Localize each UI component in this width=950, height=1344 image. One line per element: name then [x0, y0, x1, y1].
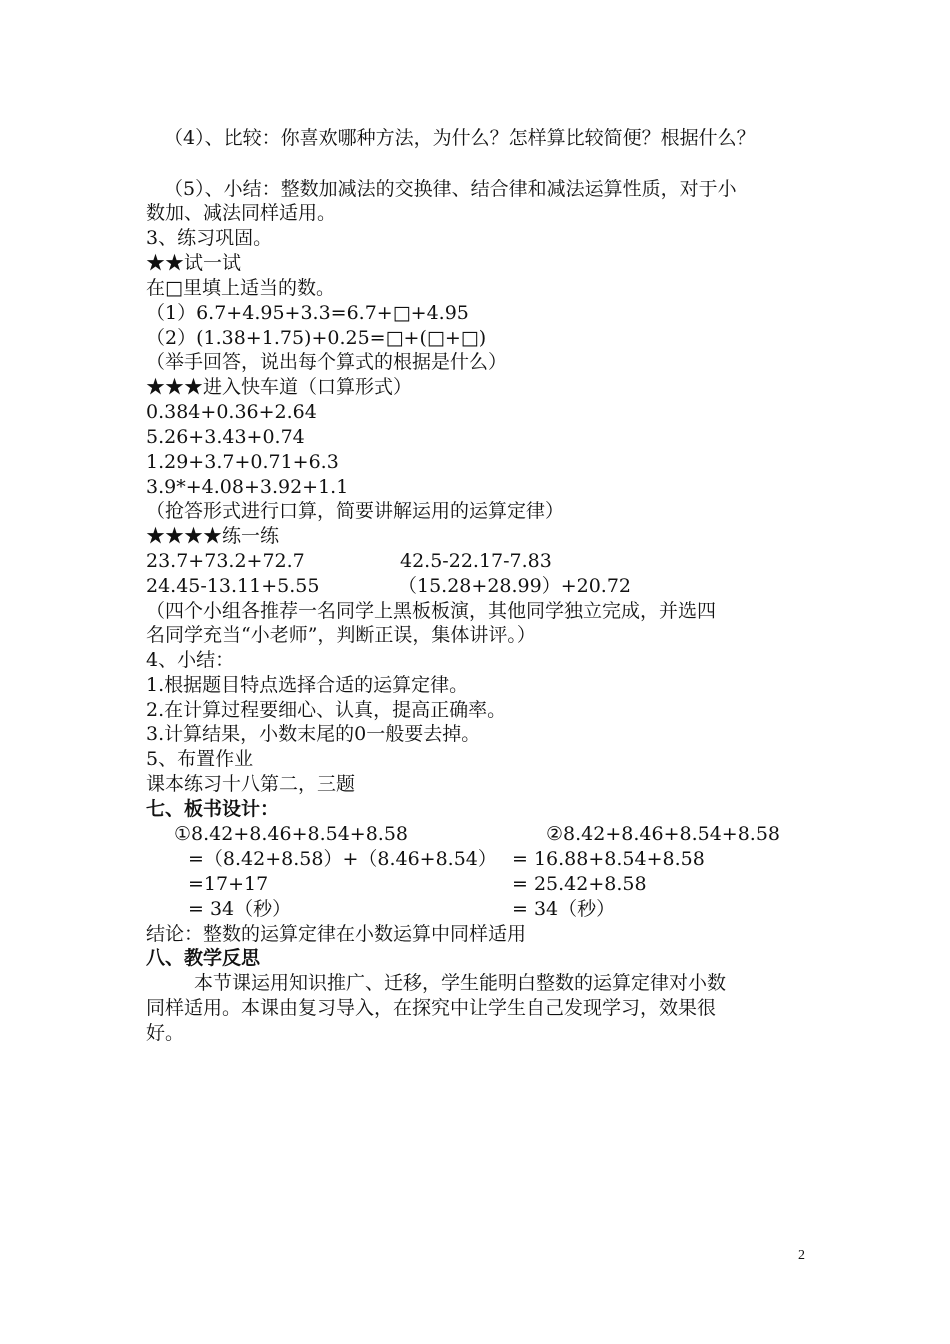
summary-line-2: 数加、减法同样适用。	[146, 202, 337, 224]
summary-line-1: （5）、小结：整数加减法的交换律、结合律和减法运算性质，对于小	[164, 178, 737, 200]
try-heading: ★★试一试	[146, 252, 242, 274]
reflection-line-1: 本节课运用知识推广、迁移，学生能明白整数的运算定律对小数	[194, 972, 727, 994]
practice-item-4: （15.28+28.99）+20.72	[398, 575, 632, 597]
summary-point-1: 1.根据题目特点选择合适的运算定律。	[146, 674, 469, 696]
conclusion: 结论：整数的运算定律在小数运算中同样适用	[146, 923, 527, 945]
section-summary: 4、小结：	[146, 649, 235, 671]
section-homework: 5、布置作业	[146, 748, 254, 770]
oral-item-2: 5.26+3.43+0.74	[146, 426, 305, 448]
reflection-line-2: 同样适用。本课由复习导入，在探究中让学生自己发现学习，效果很	[146, 997, 717, 1019]
fill-item-2: （2）(1.38+1.75)+0.25=□+(□+□)	[146, 327, 487, 349]
board-left-line-3: =17+17	[188, 873, 269, 895]
section-practice: 3、练习巩固。	[146, 227, 273, 249]
summary-point-2: 2.在计算过程要细心、认真，提高正确率。	[146, 699, 507, 721]
oral-note: （抢答形式进行口算，简要讲解运用的运算定律）	[146, 500, 565, 522]
fill-note: （举手回答，说出每个算式的根据是什么）	[146, 351, 508, 373]
fast-lane-heading: ★★★进入快车道（口算形式）	[146, 376, 413, 398]
practice-note-2: 名同学充当“小老师”，判断正误，集体讲评。）	[146, 624, 536, 646]
board-right-line-3: = 25.42+8.58	[512, 873, 647, 895]
fill-instruction: 在□里填上适当的数。	[146, 277, 335, 299]
board-right-line-4: = 34（秒）	[512, 898, 616, 920]
board-left-line-2: =（8.42+8.58）+（8.46+8.54）	[188, 848, 497, 870]
page-number: 2	[798, 1248, 805, 1263]
practice-note-1: （四个小组各推荐一名同学上黑板板演，其他同学独立完成，并选四	[146, 600, 717, 622]
homework-detail: 课本练习十八第二，三题	[146, 773, 356, 795]
oral-item-3: 1.29+3.7+0.71+6.3	[146, 451, 339, 473]
fill-item-1: （1）6.7+4.95+3.3=6.7+□+4.95	[146, 302, 469, 324]
practice-heading: ★★★★练一练	[146, 525, 280, 547]
board-left-line-4: = 34（秒）	[188, 898, 292, 920]
board-right-line-2: = 16.88+8.54+8.58	[512, 848, 705, 870]
board-right-line-1: ②8.42+8.46+8.54+8.58	[546, 823, 781, 845]
board-design-heading: 七、板书设计：	[146, 798, 280, 820]
practice-item-2: 42.5-22.17-7.83	[400, 550, 552, 572]
oral-item-1: 0.384+0.36+2.64	[146, 401, 317, 423]
summary-point-3: 3.计算结果，小数末尾的0一般要去掉。	[146, 723, 481, 745]
oral-item-4: 3.9*+4.08+3.92+1.1	[146, 476, 349, 498]
reflection-line-3: 好。	[146, 1022, 185, 1044]
reflection-heading: 八、教学反思	[146, 947, 261, 969]
board-left-line-1: ①8.42+8.46+8.54+8.58	[174, 823, 409, 845]
practice-item-3: 24.45-13.11+5.55	[146, 575, 320, 597]
compare-question: （4）、比较：你喜欢哪种方法，为什么？怎样算比较简便？根据什么？	[164, 127, 756, 149]
practice-item-1: 23.7+73.2+72.7	[146, 550, 305, 572]
